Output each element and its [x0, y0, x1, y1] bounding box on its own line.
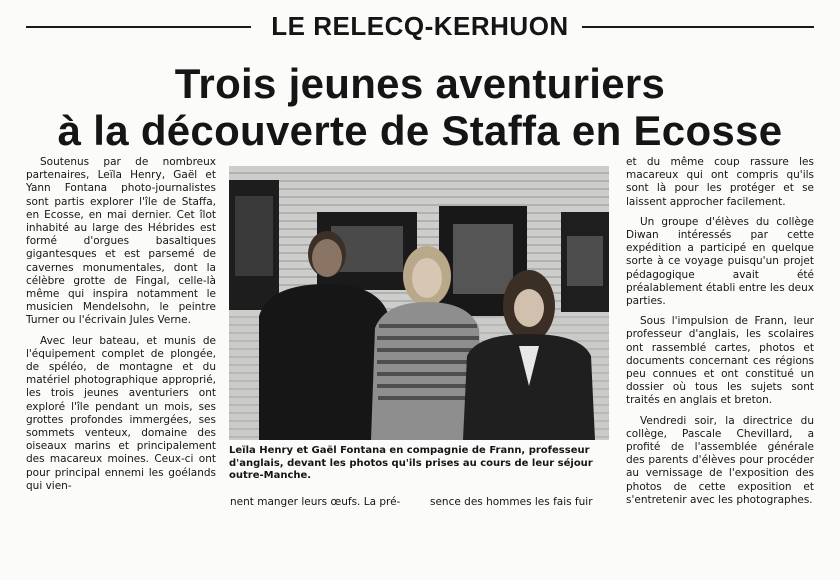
article-column-3: [626, 156, 814, 516]
continuation-text-b: sence des hommes les fais fuir: [430, 496, 593, 508]
photo-caption: Leïla Henry et Gaël Fontana en compagnie de Frann, professeur d'anglais, devant les photos qu'ils prises au cours de leur séjour outre-Manche.: [229, 445, 593, 481]
news-photo: [229, 166, 609, 440]
section-rule-right: [582, 26, 814, 28]
paragraph: Soutenus par de nombreux partenaires, Leïla Henry, Gaël et Yann Fontana photo-journalistes sont partis explorer l'île de Staffa, en Ecosse, en mai dernier. Cet îlot inhabité au large des Hébrides est formé d'orgues basaltiques gigantesques et est parsemé de cavernes monumentales, dont la célèbre grotte de Fingal, celle-là même qui inspira notamment le musicien Mendelsohn, le peintre Turner ou l'écrivain Jules Verne.: [26, 156, 216, 327]
paragraph: Avec leur bateau, et munis de l'équipement complet de plongée, de spéléo, de montagne et du matériel photographique approprié, les trois jeunes aventuriers ont exploré l'île pendant un mois, ses grottes profondes immergées, ses sommets venteux, domaine des oiseaux marins et principalement des macareux moines. Ceux-ci ont pour principal ennemi les goélands qui vien-: [26, 334, 216, 492]
continuation-text-a: nent manger leurs œufs. La pré-: [230, 496, 401, 508]
paragraph: Sous l'impulsion de Frann, leur professeur d'anglais, les scolaires ont rassemblé cartes, photos et documents concernant ces régions peu connues et ont constitué un dossier où tous les sujets sont traités en anglais et breton.: [626, 315, 814, 407]
article-column-1: [26, 156, 216, 512]
headline-line-2: à la découverte de Staffa en Ecosse: [57, 107, 783, 154]
photo-illustration: [229, 166, 609, 440]
section-title: LE RELECQ-KERHUON: [271, 11, 569, 41]
paragraph: Un groupe d'élèves du collège Diwan intéressés par cette expédition a participé en quelque sorte à ce voyage puisqu'un projet pédagogique avait été préalablement établi entre les deux parties.: [626, 215, 814, 308]
headline-line-1: Trois jeunes aventuriers: [174, 60, 666, 107]
paragraph: et du même coup rassure les macareux qui ont compris qu'ils sont là pour les protéger et se laissent approcher facilement.: [626, 156, 814, 208]
paragraph: Vendredi soir, la directrice du collège, Pascale Chevillard, a profité de l'assemblée générale des parents d'élèves pour procéder au vernissage de l'exposition des photos de cette exposition et s'entretenir avec les photographes.: [626, 414, 814, 506]
